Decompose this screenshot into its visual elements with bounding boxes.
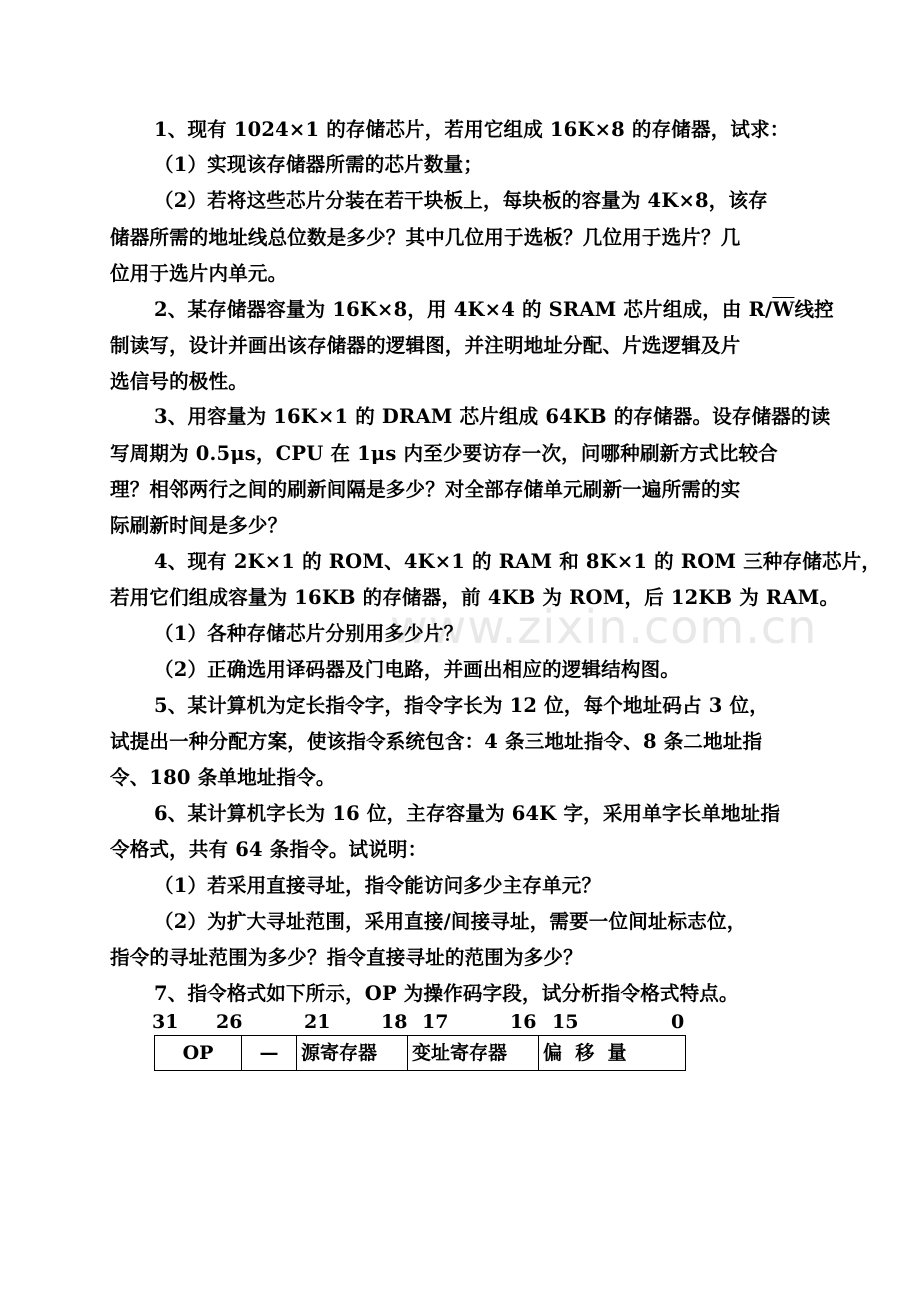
bit-label-0: 0 — [671, 1011, 685, 1033]
field-source-register: 源寄存器 — [297, 1036, 408, 1071]
q4-line-1: 4、现有 2K×1 的 ROM、4K×1 的 RAM 和 8K×1 的 ROM 三种存储芯片， — [154, 550, 882, 573]
q1-sub2-line-3: 位用于选片内单元。 — [110, 262, 288, 285]
q3-line-1: 3、用容量为 16K×1 的 DRAM 芯片组成 64KB 的存储器。设存储器的读 — [154, 405, 831, 428]
write-signal-overline: $\overline{W}$ — [772, 298, 795, 321]
q6-line-1: 6、某计算机字长为 16 位，主存容量为 64K 字，采用单字长单地址指 — [154, 802, 781, 825]
field-op: OP — [155, 1036, 242, 1071]
watermark: www.zixin.com.cn — [390, 600, 818, 654]
q2-line-1-text: 2、某存储器容量为 16K×8，用 4K×4 的 SRAM 芯片组成，由 R/ — [154, 298, 773, 321]
q3-line-3: 理？相邻两行之间的刷新间隔是多少？对全部存储单元刷新一遍所需的实 — [110, 478, 741, 501]
q6-sub1: （1）若采用直接寻址，指令能访问多少主存单元？ — [154, 874, 602, 897]
instruction-format-row — [155, 1036, 686, 1071]
q2-line-3: 选信号的极性。 — [110, 370, 248, 393]
bit-label-26: 26 — [216, 1011, 243, 1033]
field-index-register: 变址寄存器 — [408, 1036, 539, 1071]
field-unused: — — [242, 1036, 297, 1071]
q1-sub2-line-2: 储器所需的地址线总位数是多少？其中几位用于选板？几位用于选片？几 — [110, 226, 741, 249]
q2-line-1-tail: 线控 — [794, 298, 834, 321]
bit-label-18: 18 — [381, 1011, 408, 1033]
q2-line-1 — [154, 298, 834, 322]
instruction-format-table — [154, 1035, 686, 1071]
bit-label-16: 16 — [510, 1011, 537, 1033]
field-displacement: 偏 移 量 — [539, 1036, 686, 1071]
bit-label-31: 31 — [152, 1011, 179, 1033]
q1-sub1: （1）实现该存储器所需的芯片数量； — [154, 153, 483, 176]
q5-line-1: 5、某计算机为定长指令字，指令字长为 12 位，每个地址码占 3 位， — [154, 694, 769, 717]
q2-line-2: 制读写，设计并画出该存储器的逻辑图，并注明地址分配、片选逻辑及片 — [110, 334, 741, 357]
bit-label-21: 21 — [304, 1011, 331, 1033]
q5-line-2: 试提出一种分配方案，使该指令系统包含：4 条三地址指令、8 条二地址指 — [110, 730, 763, 753]
q6-line-2: 令格式，共有 64 条指令。试说明： — [110, 838, 428, 861]
q6-sub2-line-1: （2）为扩大寻址范围，采用直接/间接寻址，需要一位间址标志位， — [154, 910, 747, 933]
q3-line-4: 际刷新时间是多少？ — [110, 514, 288, 537]
bit-label-15: 15 — [552, 1011, 579, 1033]
q7-line-1: 7、指令格式如下所示，OP 为操作码字段，试分析指令格式特点。 — [154, 982, 739, 1005]
q4-line-2: 若用它们组成容量为 16KB 的存储器，前 4KB 为 ROM，后 12KB 为 RAM。 — [110, 586, 840, 609]
q1-sub2-line-1: （2）若将这些芯片分装在若干块板上，每块板的容量为 4K×8，该存 — [154, 189, 768, 212]
q1-line-1: 1、现有 1024×1 的存储芯片，若用它组成 16K×8 的存储器，试求： — [154, 118, 790, 141]
q3-line-2: 写周期为 0.5μs，CPU 在 1μs 内至少要访存一次，问哪种刷新方式比较合 — [110, 442, 778, 465]
q4-sub2: （2）正确选用译码器及门电路，并画出相应的逻辑结构图。 — [154, 658, 680, 681]
q5-line-3: 令、180 条单地址指令。 — [110, 766, 336, 789]
bit-label-17: 17 — [422, 1011, 449, 1033]
q4-sub1: （1）各种存储芯片分别用多少片？ — [154, 622, 464, 645]
q6-sub2-line-2: 指令的寻址范围为多少？指令直接寻址的范围为多少？ — [110, 946, 583, 969]
